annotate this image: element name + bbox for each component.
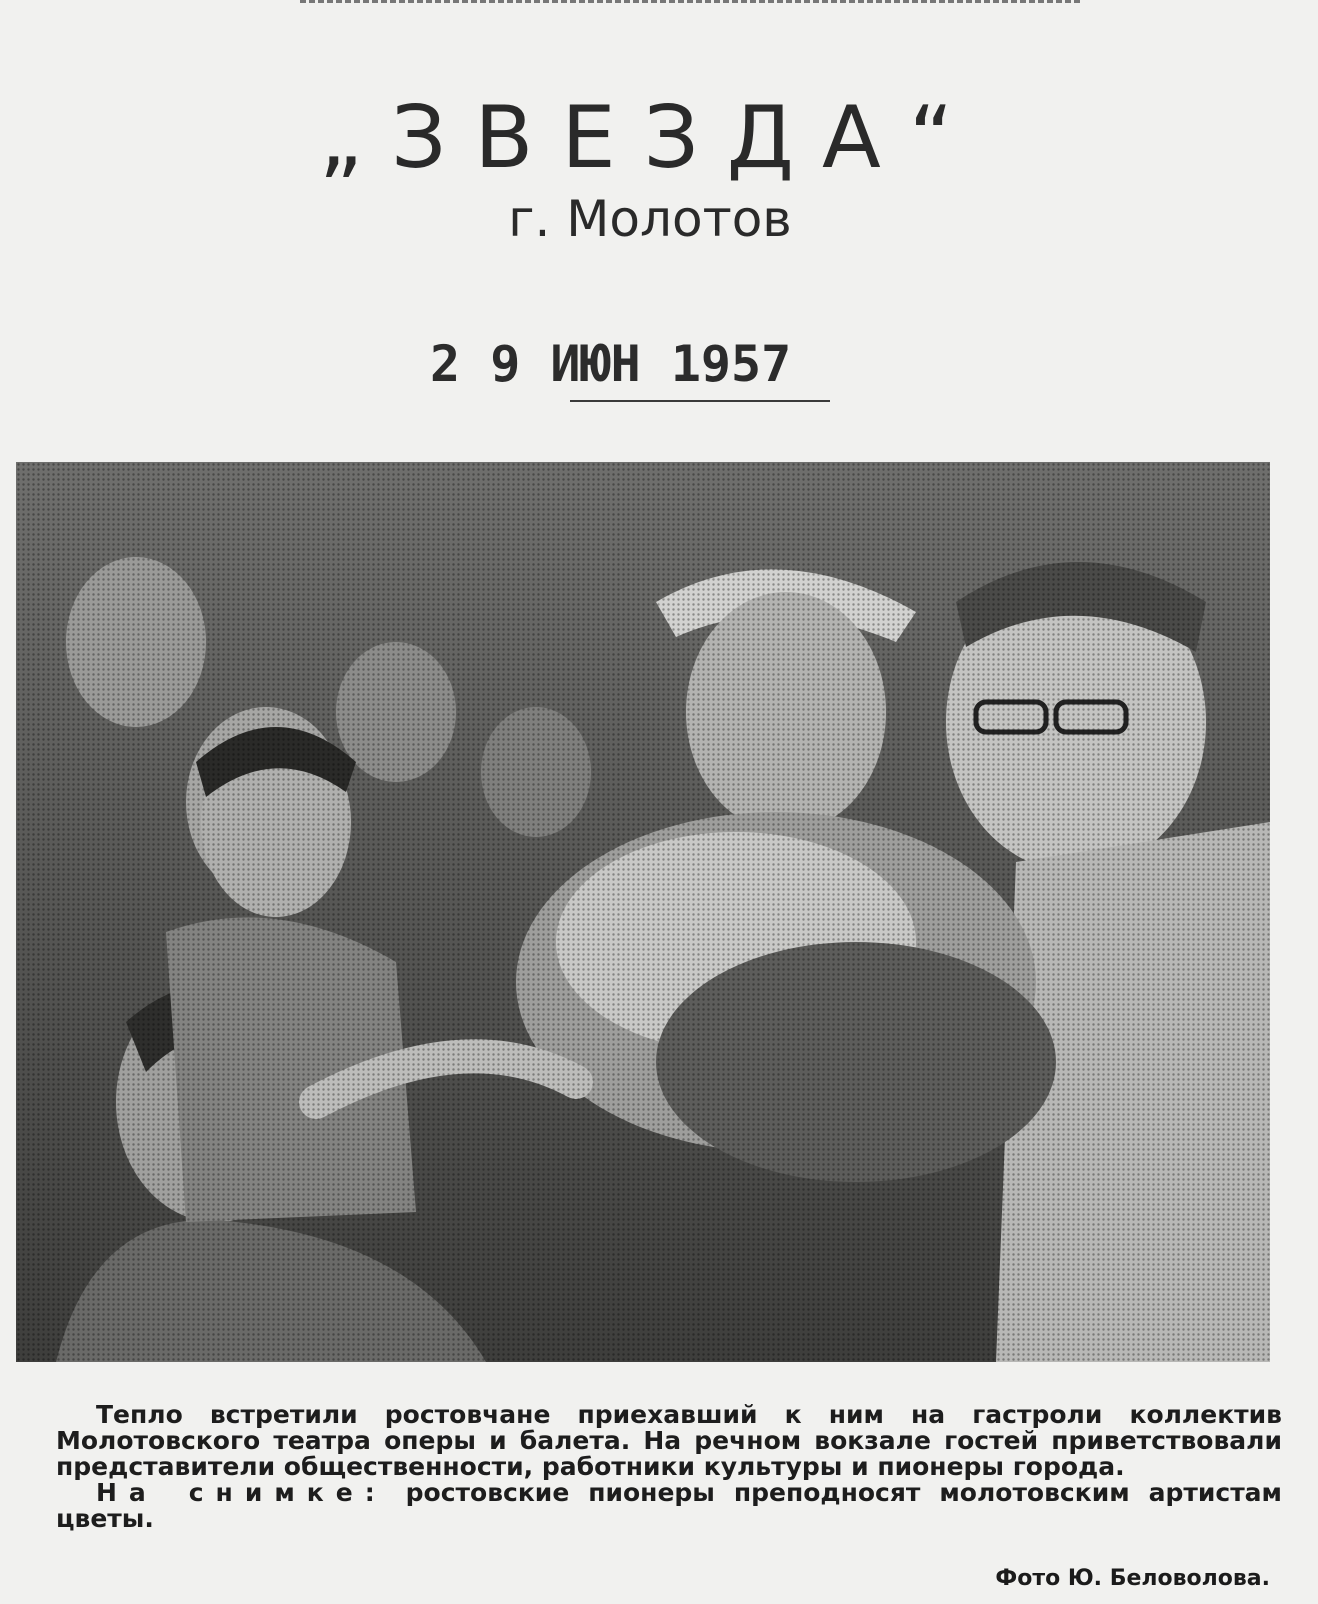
publication-date: 2 9 ИЮН 1957 [430,335,792,393]
news-photograph [16,462,1270,1362]
photograph-icon [16,462,1270,1362]
caption-paragraph-2 [56,1480,1282,1532]
newspaper-title: „ЗВЕЗДА“ [318,88,982,188]
photo-caption [56,1402,1282,1532]
torn-edge [300,0,1080,9]
caption-text: ростовские пионеры преподносят молотовским артистам цветы. [56,1478,1282,1533]
caption-lead: На снимке: [96,1478,387,1507]
photo-credit: Фото Ю. Беловолова. [995,1566,1270,1591]
library-stamp [140,40,1160,470]
date-underline [570,400,830,402]
caption-paragraph: Тепло встретили ростовчане приехавший к ним на гастроли коллектив Молотовского театра оперы и балета. На речном вокзале гостей приветствовали представители общественности, работники культуры и пионеры города. [56,1400,1282,1481]
city-line: г. Молотов [508,190,792,248]
